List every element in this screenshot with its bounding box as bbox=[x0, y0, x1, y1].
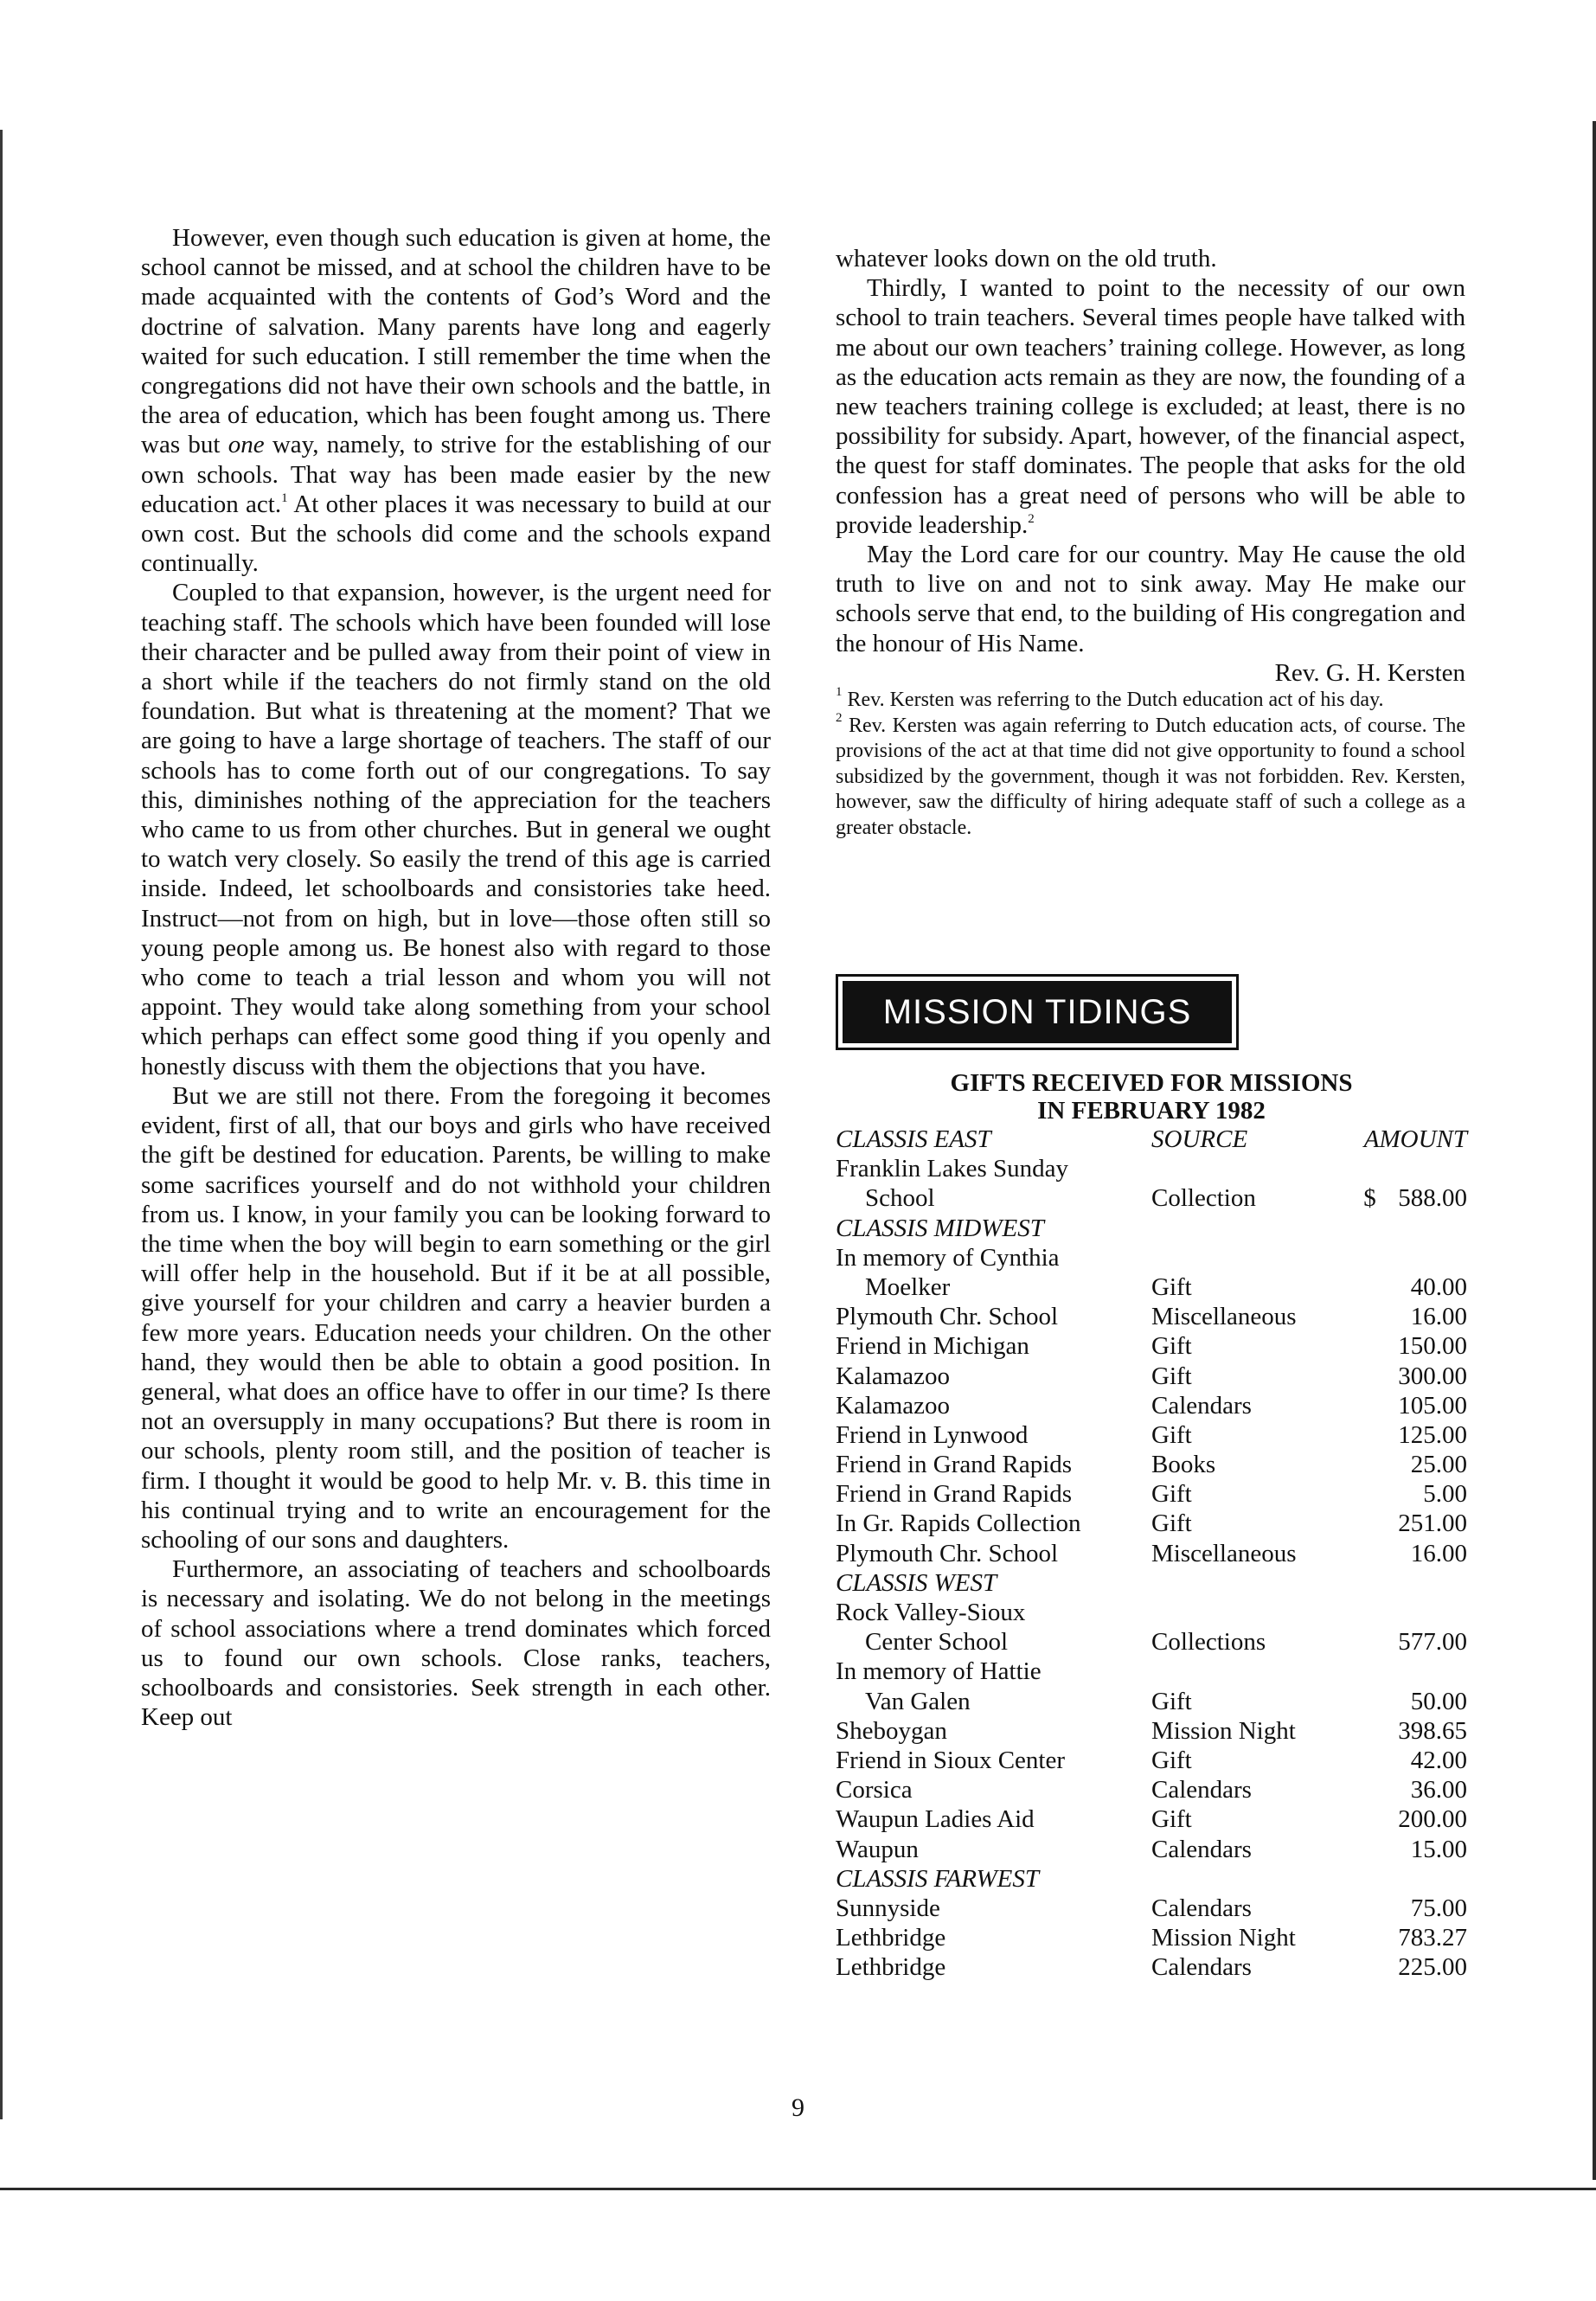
gift-donor: Moelker bbox=[865, 1272, 951, 1301]
classis-heading-row bbox=[836, 1864, 1467, 1894]
gift-donor: School bbox=[865, 1184, 935, 1213]
footnote-1 bbox=[836, 685, 1465, 714]
gift-amount-value: 5.00 bbox=[1423, 1480, 1467, 1509]
gift-amount bbox=[1329, 1479, 1467, 1509]
text-run: way, namely, to strive for the establishing of our own schools. That way has been made easier by the new education act. bbox=[141, 431, 771, 518]
gift-row bbox=[836, 1923, 1467, 1952]
header-classis: CLASSIS EAST bbox=[836, 1125, 991, 1153]
gift-source bbox=[1151, 1214, 1329, 1243]
gift-amount bbox=[1329, 1894, 1467, 1923]
gift-source: Books bbox=[1151, 1451, 1216, 1479]
right-paragraph-3: May the Lord care for our country. May He cause the old truth to live on and not to sink away. May He make our schools serve that end, to the building of His congregation and the honour of His Name. bbox=[836, 541, 1465, 657]
gift-row bbox=[836, 1804, 1467, 1834]
gift-source: Gift bbox=[1151, 1480, 1192, 1509]
gift-row bbox=[836, 1746, 1467, 1775]
gift-source: Gift bbox=[1151, 1420, 1192, 1449]
gift-amount-value: 783.27 bbox=[1398, 1924, 1467, 1952]
gifts-table bbox=[836, 1069, 1467, 1982]
gift-donor: Plymouth Chr. School bbox=[836, 1303, 1059, 1331]
gift-amount-value: 577.00 bbox=[1398, 1628, 1467, 1657]
gift-source: Gift bbox=[1151, 1687, 1192, 1715]
gift-donor: Friend in Sioux Center bbox=[836, 1746, 1066, 1774]
gift-amount-value: 16.00 bbox=[1410, 1303, 1467, 1331]
mission-tidings-banner bbox=[836, 974, 1239, 1050]
gift-amount bbox=[1329, 1716, 1467, 1746]
gift-donor: In Gr. Rapids Collection bbox=[836, 1509, 1081, 1538]
gift-amount bbox=[1329, 1627, 1467, 1657]
scan-edge-left bbox=[0, 130, 3, 2119]
gift-donor: Van Galen bbox=[865, 1687, 971, 1715]
header-source: SOURCE bbox=[1151, 1125, 1248, 1153]
gift-row bbox=[836, 1450, 1467, 1479]
left-paragraph-2: Coupled to that expansion, however, is the urgent need for teaching staff. The schools which have been founded will lose their character and be pulled away from their point of view in a short while if the teachers do not firmly stand on the old foundation. But what is threatening at the moment? That we are going to have a large shortage of teachers. The staff of our schools has to come forth out of our congregations. To say this, diminishes nothing of the appreciation for the teachers who came to us from other churches. But in general we ought to watch very closely. So easily the trend of this age is carried inside. Indeed, let schoolboards and consistories take heed. Instruct—not from on high, but in love—those often still so young people among us. Be honest also with regard to those who come to teach a trial lesson and whom you will not appoint. They would take along something from your school which perhaps can effect some good thing if you openly and honestly discuss with them the objections that you have. bbox=[141, 579, 771, 1080]
footnote-mark-1: 1 bbox=[836, 685, 843, 700]
gift-amount-value: 225.00 bbox=[1398, 1953, 1467, 1982]
currency-symbol: $ bbox=[1363, 1184, 1376, 1213]
gift-amount bbox=[1329, 1746, 1467, 1775]
gift-amount-value: 50.00 bbox=[1410, 1687, 1467, 1715]
right-paragraph-2 bbox=[836, 273, 1465, 540]
gift-donor: Kalamazoo bbox=[836, 1391, 951, 1420]
gift-source bbox=[1151, 1568, 1329, 1598]
gift-amount-value: 588.00 bbox=[1398, 1184, 1467, 1213]
gift-source: Calendars bbox=[1151, 1953, 1252, 1982]
gift-amount-value: 36.00 bbox=[1410, 1776, 1467, 1804]
banner-label: MISSION TIDINGS bbox=[843, 981, 1232, 1043]
left-paragraph-4: Furthermore, an associating of teachers and schoolboards is necessary and isolating. We do not belong in the meetings of school associations where a trend dominates which forced us to found our own schools. Close ranks, teachers, schoolboards and consistories. Seek strength in each other. Keep out bbox=[141, 1555, 771, 1732]
left-paragraph-1 bbox=[141, 223, 771, 578]
gift-source: Calendars bbox=[1151, 1391, 1252, 1420]
gift-donor: Rock Valley-Sioux bbox=[836, 1599, 1026, 1626]
gift-source bbox=[1151, 1154, 1329, 1183]
gift-amount-value: 75.00 bbox=[1410, 1894, 1467, 1922]
gift-amount bbox=[1329, 1568, 1467, 1598]
gift-source: Gift bbox=[1151, 1746, 1192, 1774]
text-run: Thirdly, I wanted to point to the necessity of our own school to train teachers. Several times people have talked with me about our own teachers’ training college. However, as long as the education acts remain as they are now, the founding of a new teachers training college is excluded; at least, there is no possibility for subsidy. Apart, however, of the financial aspect, the quest for staff dominates. The people that asks for the old confession has a great need of persons who will be able to provide leadership. bbox=[836, 274, 1465, 539]
gift-amount bbox=[1329, 1804, 1467, 1834]
classis-heading-row bbox=[836, 1214, 1467, 1243]
gift-row bbox=[836, 1598, 1467, 1627]
footnote-text: Rev. Kersten was referring to the Dutch education act of his day. bbox=[842, 689, 1384, 712]
left-paragraph-3: But we are still not there. From the foregoing it becomes evident, first of all, that our boys and girls who have received the gift be destined for education. Parents, be willing to make some sacrifices yourself and do not withhold your children from us. I know, in your family you can be looking forward to the time when the boy will begin to earn something or the girl will offer help in the household. But if it be at all possible, give yourself for your children and carry a heavier burden a few more years. Education needs your children. On the other hand, they would then be able to obtain a good position. In general, what does an office have to offer in our time? Is there not an oversupply in many occupations? But there is room in our schools, plenty room still, and the position of teacher is firm. I thought it would be good to help Mr. v. B. this time in his continual trying and to write an encouragement for the schooling of our sons and daughters. bbox=[141, 1081, 771, 1554]
gift-donor: Lethbridge bbox=[836, 1953, 946, 1982]
gift-amount bbox=[1329, 1923, 1467, 1952]
gifts-header-row bbox=[836, 1125, 1467, 1154]
gift-source: Collections bbox=[1151, 1628, 1266, 1657]
gift-source: Miscellaneous bbox=[1151, 1303, 1297, 1331]
gift-amount bbox=[1329, 1598, 1467, 1627]
gift-amount bbox=[1329, 1509, 1467, 1538]
gift-amount-value: 398.65 bbox=[1398, 1716, 1467, 1745]
text-run: However, even though such education is given at home, the school cannot be missed, and at school the children have to be made acquainted with the contents of God’s Word and the doctrine of salvation. Many parents have long and eagerly waited for such education. I still remember the time when the congregations did not have their own schools and the battle, in the area of education, which has been fought among us. There was but bbox=[141, 224, 771, 459]
gift-row bbox=[836, 1331, 1467, 1361]
gift-row bbox=[836, 1183, 1467, 1213]
classis-heading-row bbox=[836, 1568, 1467, 1598]
gift-amount bbox=[1329, 1835, 1467, 1864]
gift-donor: CLASSIS MIDWEST bbox=[836, 1214, 1044, 1242]
gift-row bbox=[836, 1775, 1467, 1804]
gift-donor: CLASSIS WEST bbox=[836, 1568, 997, 1597]
gift-source bbox=[1151, 1657, 1329, 1686]
gift-row bbox=[836, 1952, 1467, 1982]
gift-source: Calendars bbox=[1151, 1835, 1252, 1863]
gift-amount bbox=[1329, 1243, 1467, 1272]
gift-source: Gift bbox=[1151, 1272, 1192, 1301]
gift-donor: Friend in Grand Rapids bbox=[836, 1451, 1073, 1479]
gift-amount-value: 125.00 bbox=[1398, 1420, 1467, 1449]
gift-source: Gift bbox=[1151, 1805, 1192, 1834]
gift-source: Calendars bbox=[1151, 1776, 1252, 1804]
gift-donor: Franklin Lakes Sunday bbox=[836, 1155, 1069, 1183]
right-paragraph-1: whatever looks down on the old truth. bbox=[836, 245, 1217, 272]
gift-row bbox=[836, 1509, 1467, 1538]
gift-source: Gift bbox=[1151, 1509, 1192, 1538]
gift-amount-value: 251.00 bbox=[1398, 1509, 1467, 1538]
gift-amount bbox=[1329, 1154, 1467, 1183]
emphasis-one: one bbox=[228, 431, 265, 459]
right-column bbox=[836, 244, 1465, 841]
gift-amount bbox=[1329, 1539, 1467, 1568]
gift-donor: Lethbridge bbox=[836, 1924, 946, 1952]
gift-donor: Friend in Michigan bbox=[836, 1332, 1029, 1361]
gift-donor: Center School bbox=[865, 1628, 1009, 1657]
gift-amount bbox=[1329, 1450, 1467, 1479]
gift-row bbox=[836, 1362, 1467, 1391]
signature: Rev. G. H. Kersten bbox=[1274, 658, 1465, 687]
gift-row bbox=[836, 1420, 1467, 1450]
gift-row bbox=[836, 1391, 1467, 1420]
gift-row bbox=[836, 1302, 1467, 1331]
gift-row bbox=[836, 1243, 1467, 1272]
footnote-mark-2: 2 bbox=[836, 710, 843, 725]
text-run: At other places it was necessary to build at our own cost. But the schools did come and the schools expand continually. bbox=[141, 490, 771, 578]
gift-amount bbox=[1329, 1657, 1467, 1686]
gift-row bbox=[836, 1479, 1467, 1509]
gift-donor: In memory of Cynthia bbox=[836, 1243, 1060, 1272]
footnote-ref-1: 1 bbox=[281, 490, 288, 505]
gift-amount-value: 42.00 bbox=[1410, 1746, 1467, 1774]
gift-donor: Waupun bbox=[836, 1835, 919, 1863]
gifts-title-line-2: IN FEBRUARY 1982 bbox=[1037, 1097, 1266, 1125]
gift-row bbox=[836, 1539, 1467, 1568]
gift-amount bbox=[1329, 1272, 1467, 1302]
gifts-rows bbox=[836, 1154, 1467, 1982]
gift-amount bbox=[1329, 1362, 1467, 1391]
gift-source: Miscellaneous bbox=[1151, 1539, 1297, 1567]
gift-source: Mission Night bbox=[1151, 1716, 1296, 1745]
gift-donor: Friend in Lynwood bbox=[836, 1420, 1029, 1449]
gift-amount bbox=[1329, 1952, 1467, 1982]
gift-amount bbox=[1329, 1331, 1467, 1361]
gift-row bbox=[836, 1627, 1467, 1657]
gift-amount bbox=[1329, 1420, 1467, 1450]
footnote-text: Rev. Kersten was again referring to Dutch education acts, of course. The provisions of the act at that time did not give opportunity to found a school subsidized by the government, though it was not forbidden. Rev. Kersten, however, saw the difficulty of hiring adequate staff of such a college as a greater obstacle. bbox=[836, 714, 1465, 839]
footnote-ref-2: 2 bbox=[1028, 511, 1035, 526]
gift-donor: In memory of Hattie bbox=[836, 1657, 1042, 1686]
gift-amount-value: 105.00 bbox=[1398, 1391, 1467, 1420]
gift-donor: Sheboygan bbox=[836, 1716, 947, 1745]
scan-edge-bottom bbox=[0, 2188, 1596, 2190]
gift-donor: Waupun Ladies Aid bbox=[836, 1805, 1035, 1834]
gift-amount bbox=[1329, 1864, 1467, 1894]
gift-donor: Sunnyside bbox=[836, 1894, 940, 1922]
gift-source: Gift bbox=[1151, 1332, 1192, 1361]
gift-amount bbox=[1329, 1183, 1467, 1213]
gift-amount-value: 300.00 bbox=[1398, 1362, 1467, 1390]
gift-row bbox=[836, 1154, 1467, 1183]
gift-amount bbox=[1329, 1775, 1467, 1804]
gift-amount bbox=[1329, 1302, 1467, 1331]
gift-row bbox=[836, 1272, 1467, 1302]
gift-source: Mission Night bbox=[1151, 1924, 1296, 1952]
gift-source: Collection bbox=[1151, 1184, 1256, 1213]
gift-row bbox=[836, 1894, 1467, 1923]
gift-amount-value: 16.00 bbox=[1410, 1539, 1467, 1567]
gift-source bbox=[1151, 1598, 1329, 1627]
footnote-2 bbox=[836, 710, 1465, 842]
gift-amount bbox=[1329, 1687, 1467, 1716]
gift-donor: CLASSIS FARWEST bbox=[836, 1864, 1039, 1893]
gift-amount bbox=[1329, 1214, 1467, 1243]
header-amount: AMOUNT bbox=[1363, 1125, 1467, 1153]
gifts-title-line-1: GIFTS RECEIVED FOR MISSIONS bbox=[950, 1069, 1353, 1097]
gift-amount bbox=[1329, 1391, 1467, 1420]
gift-row bbox=[836, 1835, 1467, 1864]
gift-source: Gift bbox=[1151, 1362, 1192, 1390]
gift-amount-value: 15.00 bbox=[1410, 1835, 1467, 1863]
gift-row bbox=[836, 1716, 1467, 1746]
gift-row bbox=[836, 1687, 1467, 1716]
gift-donor: Plymouth Chr. School bbox=[836, 1539, 1059, 1567]
gift-source bbox=[1151, 1864, 1329, 1894]
gift-amount-value: 200.00 bbox=[1398, 1805, 1467, 1834]
page-number: 9 bbox=[792, 2093, 804, 2122]
gift-amount-value: 25.00 bbox=[1410, 1451, 1467, 1479]
scan-edge-right bbox=[1593, 121, 1596, 2180]
gift-donor: Corsica bbox=[836, 1776, 913, 1804]
gift-amount-value: 150.00 bbox=[1398, 1332, 1467, 1361]
left-column bbox=[141, 223, 771, 1732]
gift-source: Calendars bbox=[1151, 1894, 1252, 1922]
gift-donor: Friend in Grand Rapids bbox=[836, 1480, 1073, 1509]
gift-donor: Kalamazoo bbox=[836, 1362, 951, 1390]
gift-row bbox=[836, 1657, 1467, 1686]
gift-source bbox=[1151, 1243, 1329, 1272]
gift-amount-value: 40.00 bbox=[1410, 1272, 1467, 1301]
